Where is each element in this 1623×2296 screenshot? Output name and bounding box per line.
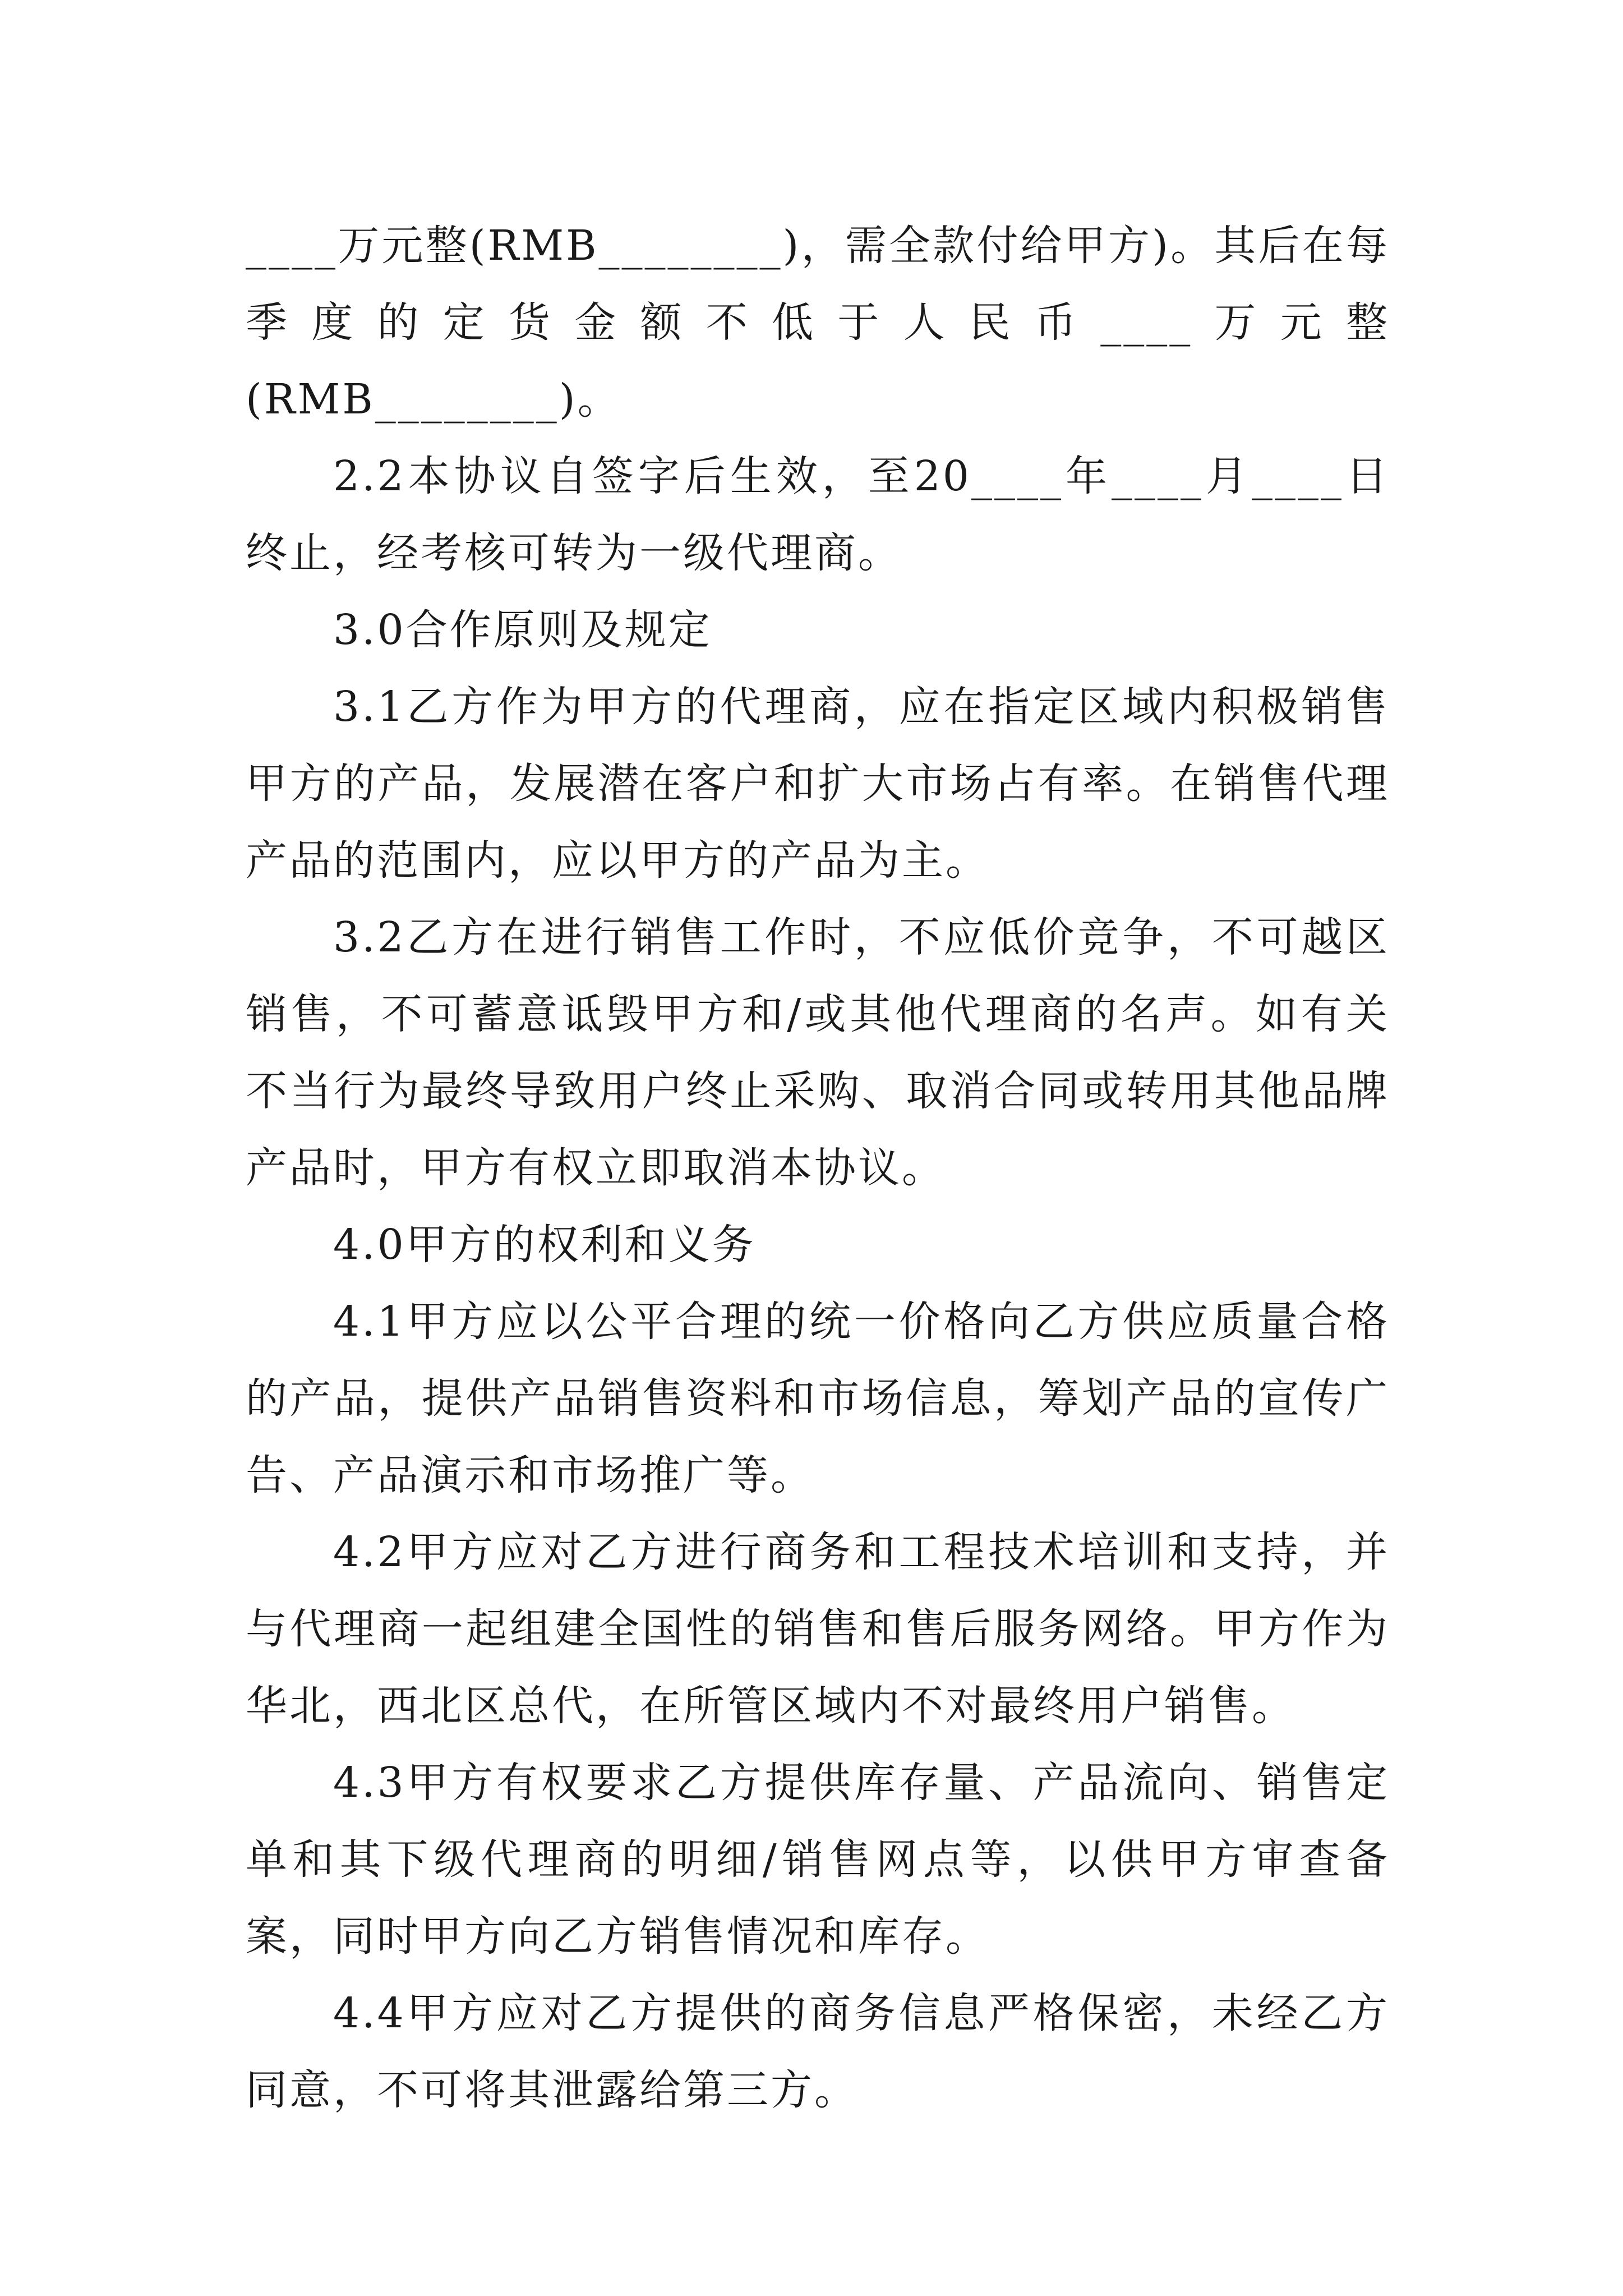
section-heading-3-0: 3.0合作原则及规定 bbox=[333, 606, 712, 654]
paragraph-clause-4-4: 4.4甲方应对乙方提供的商务信息严格保密，未经乙方同意，不可将其泄露给第三方。 bbox=[246, 1989, 1390, 2114]
paragraph-clause-4-1: 4.1甲方应以公平合理的统一价格向乙方供应质量合格的产品，提供产品销售资料和市场信息，筹划产品的宣传广告、产品演示和市场推广等。 bbox=[246, 1297, 1390, 1499]
document-body bbox=[246, 208, 1390, 2129]
paragraph-clause-2-2: 2.2本协议自签字后生效，至20____年____月____日终止，经考核可转为一级代理商。 bbox=[246, 452, 1390, 577]
paragraph-clause-3-2: 3.2乙方在进行销售工作时，不应低价竞争，不可越区销售，不可蓄意诋毁甲方和/或其他代理商的名声。如有关不当行为最终导致用户终止采购、取消合同或转用其他品牌产品时，甲方有权立即取消本协议。 bbox=[246, 913, 1390, 1192]
paragraph-clause-4-3: 4.3甲方有权要求乙方提供库存量、产品流向、销售定单和其下级代理商的明细/销售网点等，以供甲方审查备案，同时甲方向乙方销售情况和库存。 bbox=[246, 1759, 1390, 1961]
paragraph-clause-4-2: 4.2甲方应对乙方进行商务和工程技术培训和支持，并与代理商一起组建全国性的销售和售后服务网络。甲方作为华北，西北区总代，在所管区域内不对最终用户销售。 bbox=[246, 1528, 1390, 1730]
paragraph-clause-3-1: 3.1乙方作为甲方的代理商，应在指定区域内积极销售甲方的产品，发展潜在客户和扩大市场占有率。在销售代理产品的范围内，应以甲方的产品为主。 bbox=[246, 683, 1390, 885]
section-heading-4-0: 4.0甲方的权利和义务 bbox=[333, 1221, 756, 1269]
paragraph-continuation: ____万元整(RMB________)，需全款付给甲方)。其后在每季度的定货金额不低于人民币____万元整(RMB________)。 bbox=[246, 222, 1390, 424]
